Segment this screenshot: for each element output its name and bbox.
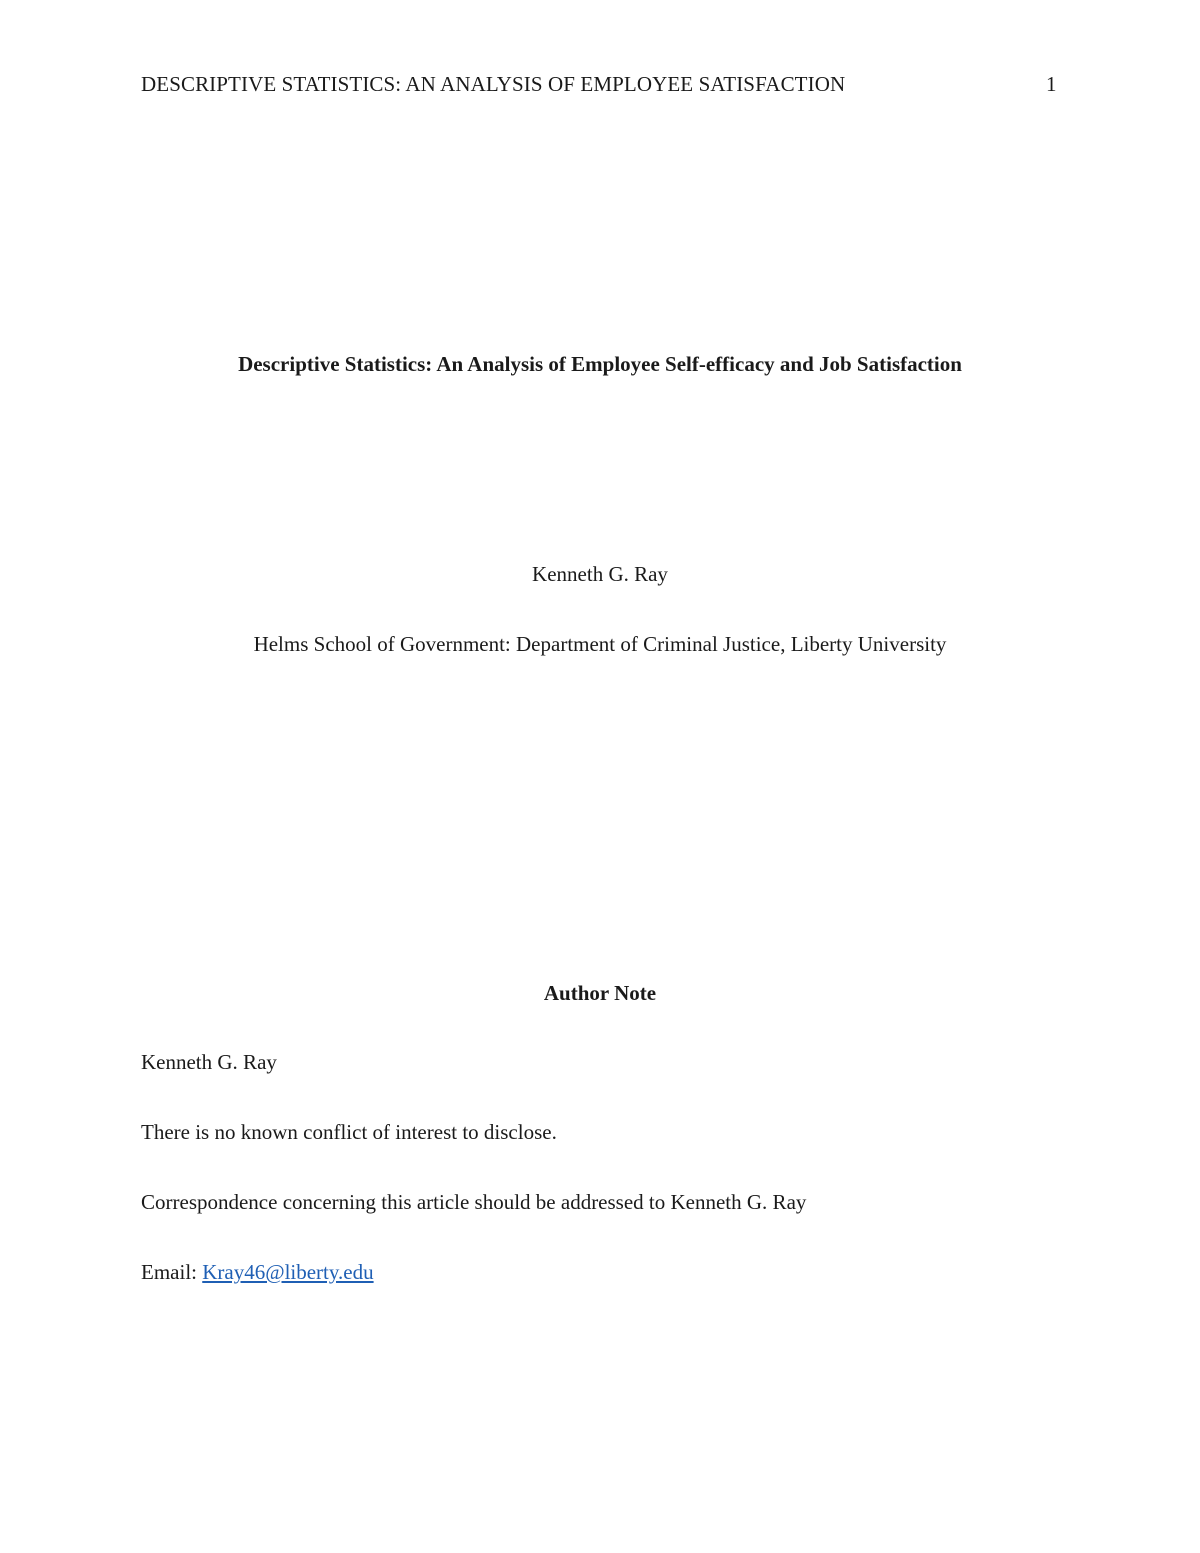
author-name: Kenneth G. Ray [532,562,668,586]
email-line [141,1260,374,1285]
paper-title: Descriptive Statistics: An Analysis of Employee Self-efficacy and Job Satisfaction [238,352,962,376]
author-affiliation: Helms School of Government: Department of Criminal Justice, Liberty University [253,632,947,656]
conflict-statement: There is no known conflict of interest to disclose. [141,1120,557,1144]
correspondence-statement: Correspondence concerning this article should be addressed to Kenneth G. Ray [141,1190,807,1214]
page-number: 1 [1046,72,1057,96]
running-head: DESCRIPTIVE STATISTICS: AN ANALYSIS OF EMPLOYEE SATISFACTION [141,72,846,96]
email-link[interactable]: Kray46@liberty.edu [202,1260,374,1284]
author-note-heading: Author Note [543,981,657,1005]
email-label: Email: [141,1260,203,1284]
author-note-name: Kenneth G. Ray [141,1050,277,1074]
